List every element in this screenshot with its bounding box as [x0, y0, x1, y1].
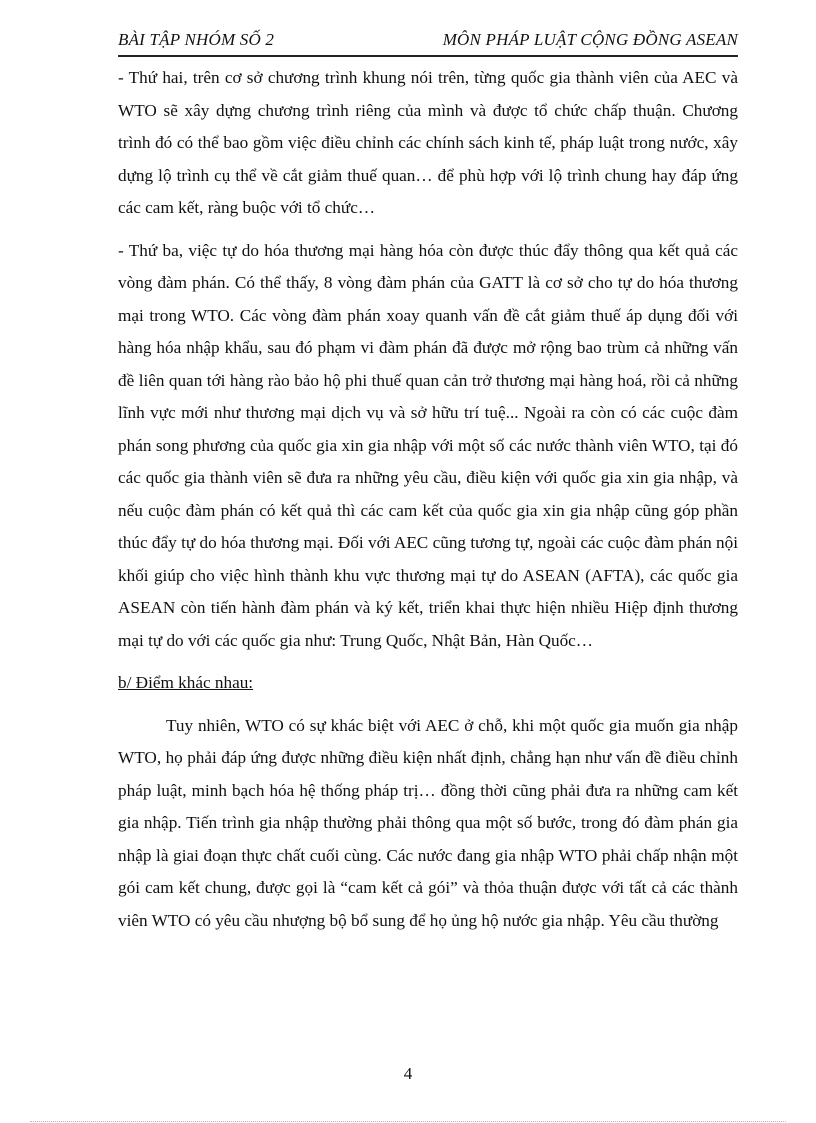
header-right-title: MÔN PHÁP LUẬT CỘNG ĐỒNG ASEAN: [442, 30, 738, 49]
section-subheading: b/ Điểm khác nhau:: [118, 673, 254, 692]
document-body: [118, 62, 738, 947]
header-left-title: BÀI TẬP NHÓM SỐ 2: [118, 30, 275, 49]
paragraph-differences: Tuy nhiên, WTO có sự khác biệt với AEC ở chỗ, khi một quốc gia muốn gia nhập WTO, họ phải đáp ứng được những điều kiện nhất định, chẳng hạn như vấn đề điều chỉnh pháp luật, minh bạch hóa hệ thống pháp trị… đồng thời cũng phải đưa ra những cam kết gia nhập. Tiến trình gia nhập thường phải thông qua một số bước, trong đó đàm phán gia nhập là giai đoạn thực chất cuối cùng. Các nước đang gia nhập WTO phải chấp nhận một gói cam kết chung, được gọi là “cam kết cả gói” và thỏa thuận được với tất cả các thành viên WTO có yêu cầu nhượng bộ bổ sung để họ ủng hộ nước gia nhập. Yêu cầu thường: [118, 715, 738, 930]
page-number: 4: [403, 1064, 413, 1083]
header-rule: [118, 55, 738, 57]
paragraph-second-point: - Thứ hai, trên cơ sở chương trình khung nói trên, từng quốc gia thành viên của AEC và WTO sẽ xây dựng chương trình riêng của mình và được tổ chức chấp thuận. Chương trình đó có thể bao gồm việc điều chỉnh các chính sách kinh tế, pháp luật trong nước, xây dựng lộ trình cụ thể về cắt giảm thuế quan… để phù hợp với lộ trình chung hay đáp ứng các cam kết, ràng buộc với tổ chức…: [118, 68, 738, 217]
page-header: [118, 30, 738, 54]
page-bottom-rule: [30, 1121, 786, 1122]
paragraph-third-point: - Thứ ba, việc tự do hóa thương mại hàng hóa còn được thúc đẩy thông qua kết quả các vòng đàm phán. Có thể thấy, 8 vòng đàm phán của GATT là cơ sở cho tự do hóa thương mại trong WTO. Các vòng đàm phán xoay quanh vấn đề cắt giảm thuế áp dụng đối với hàng hóa nhập khẩu, sau đó phạm vi đàm phán đã được mở rộng bao trùm cả những vấn đề liên quan tới hàng rào bảo hộ phi thuế quan cản trở thương mại hàng hoá, rồi cả những lĩnh vực mới như thương mại dịch vụ và sở hữu trí tuệ... Ngoài ra còn có các cuộc đàm phán song phương của quốc gia xin gia nhập với một số các nước thành viên WTO, tại đó các quốc gia thành viên sẽ đưa ra những yêu cầu, điều kiện với quốc gia xin gia nhập, và nếu cuộc đàm phán có kết quả thì các cam kết của quốc gia xin gia nhập cũng góp phần thúc đẩy tự do hóa thương mại. Đối với AEC cũng tương tự, ngoài các cuộc đàm phán nội khối giúp cho việc hình thành khu vực thương mại tự do ASEAN (AFTA), các quốc gia ASEAN còn tiến hành đàm phán và ký kết, triển khai thực hiện nhiều Hiệp định thương mại tự do với các quốc gia như: Trung Quốc, Nhật Bản, Hàn Quốc…: [118, 240, 738, 650]
